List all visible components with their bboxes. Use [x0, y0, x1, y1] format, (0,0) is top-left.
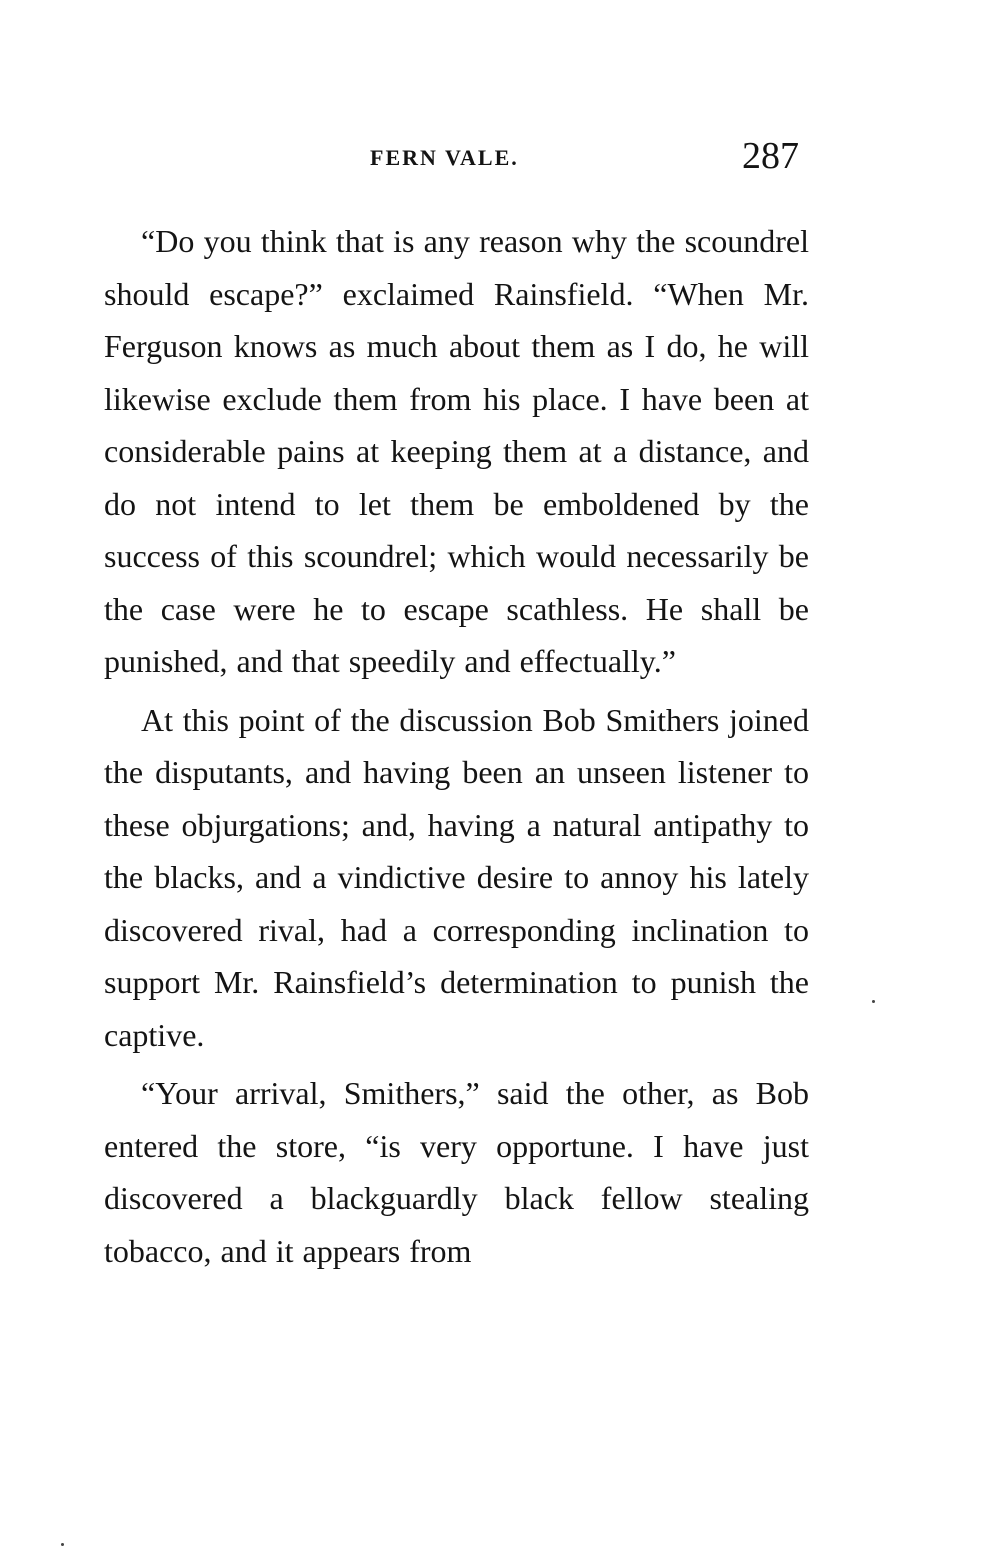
print-speck	[61, 1543, 64, 1546]
paragraph: “Do you think that is any reason why the scoundrel should escape?” exclaimed Rainsfield. “When Mr. Ferguson knows as much about them as I do, he will likewise exclude them from his place. I have been at considerable pains at keeping them at a distance, and do not intend to let them be emboldened by the success of this scoundrel; which would necessarily be the case were he to escape scathless. He shall be punished, and that speedily and effectually.”	[104, 223, 809, 679]
paragraph: At this point of the discussion Bob Smithers joined the disputants, and having been an unseen listener to these objurgations; and, having a natural antipathy to the blacks, and a vindictive desire to annoy his lately discovered rival, had a corresponding inclination to support Mr. Rainsfield’s determination to punish the captive.	[104, 701, 809, 1053]
running-title: FERN VALE.	[370, 145, 519, 170]
paragraph: “Your arrival, Smithers,” said the other, as Bob entered the store, “is very opportune. I have just discovered a blackguardly black fellow stealing tobacco, and it appears from	[104, 1075, 809, 1269]
body-text	[104, 215, 809, 1277]
print-speck	[872, 1000, 875, 1003]
page-number: 287	[742, 135, 799, 177]
